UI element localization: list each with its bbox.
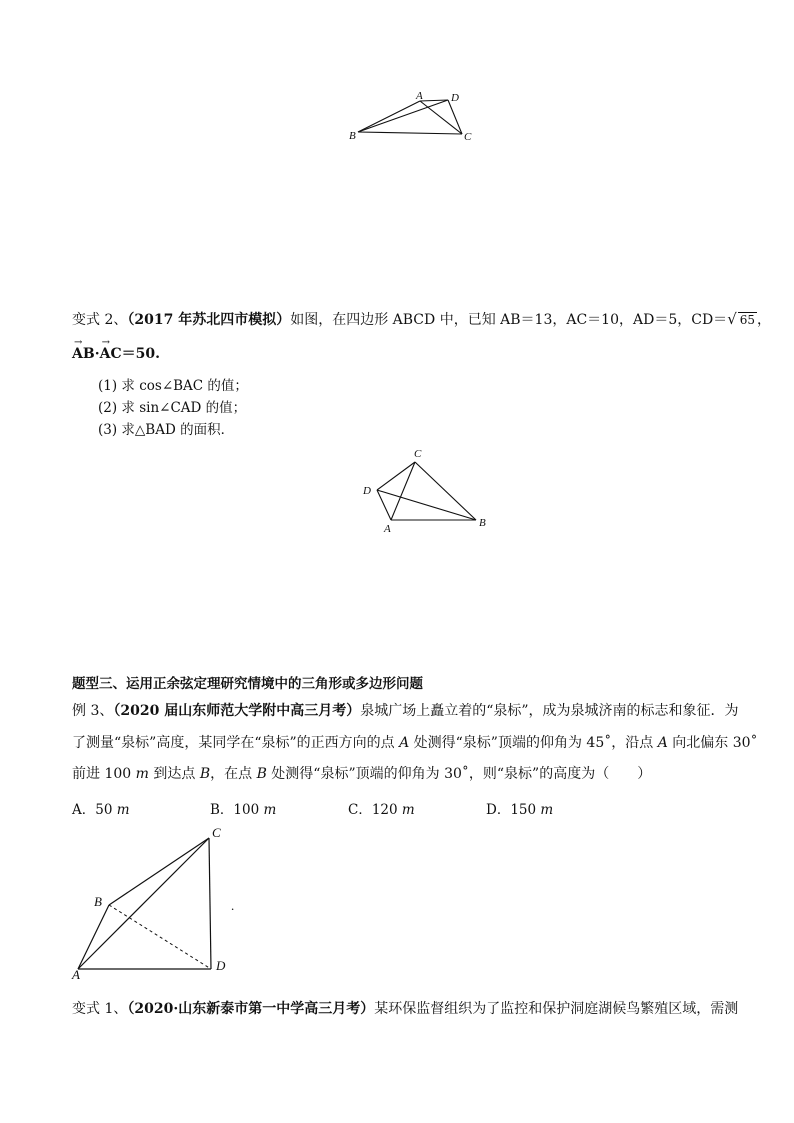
fig1-label-c: C bbox=[464, 131, 472, 143]
example3-line3-a: 前进 100 bbox=[72, 766, 136, 782]
example3-prefix: 例 3、 bbox=[72, 703, 114, 719]
fig1-label-d: D bbox=[451, 92, 459, 104]
variant2-text2: ＝50. bbox=[121, 346, 160, 362]
point-b: B bbox=[199, 766, 211, 782]
fig2-label-b: B bbox=[479, 517, 486, 529]
variant2-q3: (3) 求△BAD 的面积． bbox=[98, 422, 235, 438]
dot-operator: · bbox=[94, 346, 100, 362]
example3-source: （2020 届山东师范大学附中高三月考） bbox=[113, 703, 361, 719]
fig3-label-d: D bbox=[216, 958, 226, 973]
fig2-label-c: C bbox=[414, 448, 422, 460]
fig1-label-a: A bbox=[416, 90, 423, 102]
point-a-2: A bbox=[657, 735, 668, 751]
point-a: A bbox=[399, 735, 410, 751]
fig3-label-b: B bbox=[94, 894, 102, 909]
example3-line2-a: 了测量“泉标”高度，某同学在“泉标”的正西方向的点 bbox=[72, 735, 400, 751]
option-b: B．100 m bbox=[210, 802, 277, 818]
example3-line1 bbox=[72, 702, 739, 720]
variant2-line2 bbox=[72, 345, 160, 363]
variant2-line1: 变式 2、（2017 年苏北四市模拟）如图，在四边形 ABCD 中，已知 AB＝13，AC＝10，AD＝5，CD＝√ 65 ， bbox=[72, 310, 772, 328]
example3-line3-c: ，在点 bbox=[210, 766, 257, 782]
example3-line3-b: 到达点 bbox=[148, 766, 200, 782]
option-c: C．120 m bbox=[348, 802, 415, 818]
variant2-sqrt: 65 bbox=[739, 313, 756, 327]
variant2-source: （2017 年苏北四市模拟） bbox=[127, 312, 291, 328]
variant2-q2: (2) 求 sin∠CAD 的值； bbox=[98, 400, 247, 416]
variant2-q1: (1) 求 cos∠BAC 的值； bbox=[98, 378, 248, 394]
variant1-line1 bbox=[72, 1000, 738, 1018]
fig3-label-a: A bbox=[72, 967, 80, 980]
example3-line2-c: 向北偏东 30˚ bbox=[667, 735, 758, 751]
example3-line3 bbox=[72, 765, 651, 783]
option-d: D．150 m bbox=[486, 802, 554, 818]
figure-2 bbox=[355, 444, 500, 536]
example3-line2-b: 处测得“泉标”顶端的仰角为 45˚，沿点 bbox=[409, 735, 658, 751]
vector-ac: → AC bbox=[100, 345, 122, 363]
section3-title: 题型三、运用正余弦定理研究情境中的三角形或多边形问题 bbox=[72, 676, 423, 692]
figure-1 bbox=[340, 88, 480, 148]
point-b-2: B bbox=[256, 766, 267, 782]
variant1-source: （2020·山东新泰市第一中学高三月考） bbox=[127, 1001, 375, 1017]
variant1-text: 某环保监督组织为了监控和保护洞庭湖候鸟繁殖区域，需测 bbox=[374, 1001, 739, 1017]
variant2-text1: 如图，在四边形 ABCD 中，已知 AB＝13，AC＝10，AD＝5，CD＝ bbox=[290, 312, 728, 328]
example3-line2 bbox=[72, 734, 758, 752]
example3-line3-d: 处测得“泉标”顶端的仰角为 30˚，则“泉标”的高度为（ ） bbox=[266, 766, 652, 782]
unit-m: m bbox=[135, 766, 149, 782]
fig3-dot: . bbox=[231, 898, 235, 913]
variant1-prefix: 变式 1、 bbox=[72, 1001, 128, 1017]
fig2-label-a: A bbox=[384, 523, 391, 535]
example3-line1-text: 泉城广场上矗立着的“泉标”，成为泉城济南的标志和象征．为 bbox=[360, 703, 739, 719]
option-a: A．50 m bbox=[72, 802, 130, 818]
figure-3 bbox=[66, 822, 246, 980]
fig3-label-c: C bbox=[212, 825, 221, 840]
variant2-text1-end: ， bbox=[757, 312, 772, 328]
fig1-label-b: B bbox=[349, 130, 356, 142]
fig2-label-d: D bbox=[363, 485, 371, 497]
variant2-prefix: 变式 2、 bbox=[72, 312, 128, 328]
vector-ab: → AB bbox=[72, 345, 95, 363]
